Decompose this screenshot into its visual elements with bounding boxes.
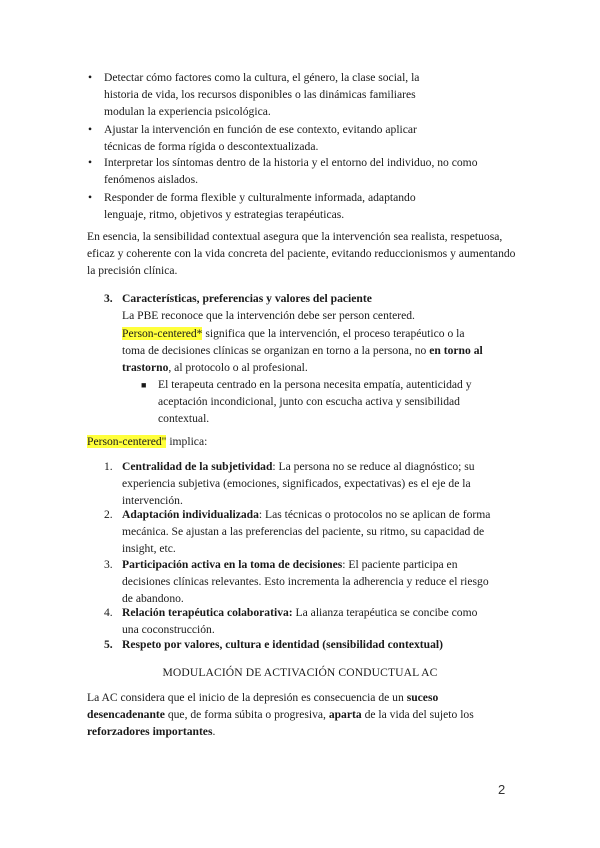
list-number: 4.	[104, 606, 113, 619]
section-heading: MODULACIÓN DE ACTIVACIÓN CONDUCTUAL AC	[162, 666, 438, 679]
bullet-icon: •	[88, 123, 93, 136]
list-item: Participación activa en la toma de decisiones: El paciente participa en decisiones clínicas relevantes. Esto incrementa la adherencia y reduce el riesgo de abandono.	[122, 558, 489, 605]
list-number: 1.	[104, 460, 113, 473]
bullet-item: • Detectar cómo factores como la cultura, el género, la clase social, la historia de vida, los recursos disponibles o las dinámicas familiares modulan la experiencia psicológica.	[88, 71, 420, 118]
bullet-icon: •	[88, 71, 93, 84]
section-number: 3.	[104, 292, 113, 305]
implica-line: Person-centered" implica:	[87, 435, 208, 448]
list-item: Respeto por valores, cultura e identidad (sensibilidad contextual)	[122, 638, 443, 651]
list-item: Relación terapéutica colaborativa: La alianza terapéutica se concibe como una coconstrucción.	[122, 606, 478, 636]
list-number: 2.	[104, 508, 113, 521]
bullet-icon: •	[88, 191, 93, 204]
summary-paragraph: En esencia, la sensibilidad contextual asegura que la intervención sea realista, respetuosa, eficaz y coherente con la vida concreta del paciente, evitando reduccionismos y aumentando la precisión clínica.	[87, 230, 516, 277]
list-number: 3.	[104, 558, 113, 571]
bullet-item: • Interpretar los síntomas dentro de la historia y el entorno del individuo, no como fenómenos aislados.	[88, 156, 478, 186]
square-bullet-icon: ■	[141, 380, 147, 390]
sub-bullet-text: El terapeuta centrado en la persona necesita empatía, autenticidad y aceptación incondicional, junto con escucha activa y sensibilidad contextual.	[158, 378, 472, 425]
bullet-icon: •	[88, 156, 93, 169]
page-number: 2	[498, 782, 506, 797]
section-title: Características, preferencias y valores del paciente	[122, 292, 372, 305]
bullet-item: • Responder de forma flexible y culturalmente informada, adaptando lenguaje, ritmo, objetivos y estrategias terapéuticas.	[88, 191, 416, 221]
person-centered-definition: Person-centered* significa que la intervención, el proceso terapéutico o la toma de decisiones clínicas se organizan en torno a la persona, no en torno al trastorno, al protocolo o al profesional.	[122, 327, 483, 374]
highlighted-term: Person-centered*	[122, 327, 203, 340]
list-item: Centralidad de la subjetividad: La persona no se reduce al diagnóstico; su experiencia subjetiva (emociones, significados, expectativas) es el eje de la intervención.	[122, 460, 475, 507]
bullet-item: • Ajustar la intervención en función de ese contexto, evitando aplicar técnicas de forma rígida o descontextualizada.	[88, 123, 417, 153]
highlighted-term: Person-centered"	[87, 435, 167, 448]
section-line: La PBE reconoce que la intervención debe ser person centered.	[122, 309, 415, 322]
closing-paragraph: La AC considera que el inicio de la depresión es consecuencia de un suceso desencadenante que, de forma súbita o progresiva, aparta de la vida del sujeto los reforzadores importantes.	[87, 691, 474, 738]
list-item: Adaptación individualizada: Las técnicas o protocolos no se aplican de forma mecánica. Se ajustan a las preferencias del paciente, su ritmo, su capacidad de insight, etc.	[122, 508, 491, 555]
list-number: 5.	[104, 638, 113, 651]
